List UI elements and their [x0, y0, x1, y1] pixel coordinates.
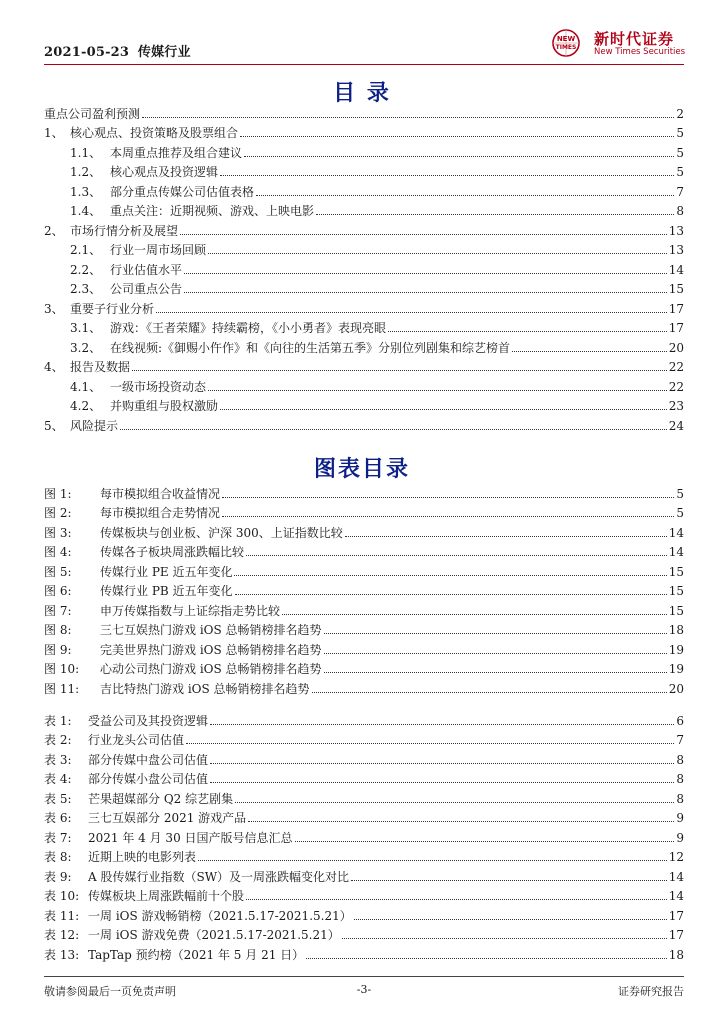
- figure-entry-page: 15: [668, 603, 684, 618]
- figure-entry[interactable]: [44, 540, 684, 560]
- figure-entry-label: 传媒各子板块周涨跌幅比较: [100, 545, 245, 559]
- table-entry-number: 表 5:: [44, 791, 72, 806]
- company-logo: [544, 28, 684, 60]
- table-entry[interactable]: [44, 708, 684, 728]
- toc-entry-number: 3、: [44, 301, 64, 316]
- dot-leader: [222, 516, 674, 517]
- figure-entry-number: 图 8:: [44, 623, 72, 637]
- table-entry-page: 8: [676, 752, 684, 767]
- figure-entry-label: 传媒板块与创业板、沪深 300、上证指数比较: [100, 525, 343, 540]
- toc-title: 目 录: [333, 81, 391, 106]
- toc-entry-label: 一级市场投资动态: [110, 379, 207, 394]
- figures-list-title: 图表目录: [313, 457, 410, 482]
- dot-leader: [388, 331, 667, 332]
- toc-entry[interactable]: [44, 296, 684, 316]
- logo-chinese-name: 新时代证券: [594, 30, 675, 48]
- table-entry[interactable]: [44, 903, 684, 923]
- toc-entry-page: 5: [676, 165, 684, 179]
- dot-leader: [316, 214, 674, 215]
- dot-leader: [306, 958, 667, 959]
- table-entry[interactable]: [44, 845, 684, 865]
- dot-leader: [208, 390, 667, 391]
- toc-entry[interactable]: [44, 238, 684, 258]
- toc-entry[interactable]: [44, 121, 684, 141]
- table-entry-number: 表 2:: [44, 733, 72, 747]
- figure-entry-page: 5: [676, 486, 684, 501]
- toc-entry-page: 5: [676, 145, 684, 160]
- table-entry-page: 18: [668, 947, 684, 962]
- figure-entry[interactable]: [44, 501, 684, 521]
- table-entry[interactable]: [44, 884, 684, 904]
- toc-entry-page: 15: [668, 282, 684, 296]
- toc-entry-page: 24: [668, 418, 684, 433]
- toc-entry-page: 5: [676, 126, 684, 140]
- toc-entry-label: 公司重点公告: [110, 282, 183, 296]
- table-entry-page: 8: [676, 791, 684, 806]
- page-number: -3-: [356, 983, 372, 996]
- toc-entry[interactable]: [44, 101, 684, 121]
- toc-entry-number: 3.1、: [70, 321, 102, 335]
- figure-entry[interactable]: [44, 618, 684, 638]
- toc-entry[interactable]: [44, 218, 684, 238]
- figure-entry[interactable]: [44, 637, 684, 657]
- dot-leader: [235, 594, 667, 595]
- toc-entry-number: 1、: [44, 126, 64, 140]
- table-entry-number: 表 9:: [44, 869, 72, 884]
- table-entry-number: 表 13:: [44, 947, 80, 962]
- disclaimer-note: 敬请参阅最后一页免责声明: [44, 985, 176, 998]
- figure-entry-page: 14: [668, 525, 684, 540]
- toc-entry-label: 部分重点传媒公司估值表格: [110, 184, 255, 199]
- figure-entry-number: 图 3:: [44, 525, 72, 540]
- table-entry-label: 受益公司及其投资逻辑: [88, 713, 209, 728]
- table-entry-label: TapTap 预约榜（2021 年 5 月 21 日）: [88, 947, 305, 962]
- figure-entry-label: 吉比特热门游戏 iOS 总畅销榜排名趋势: [100, 681, 310, 696]
- toc-entry[interactable]: [44, 355, 684, 375]
- dot-leader: [220, 409, 667, 410]
- table-entry-label: 一周 iOS 游戏畅销榜（2021.5.17-2021.5.21）: [88, 908, 352, 923]
- table-entry-page: 9: [676, 830, 684, 845]
- figure-entry[interactable]: [44, 676, 684, 696]
- toc-entry-page: 20: [668, 340, 684, 355]
- toc-entry-label: 报告及数据: [70, 360, 131, 374]
- table-entry[interactable]: [44, 747, 684, 767]
- figure-entry[interactable]: [44, 579, 684, 599]
- report-date: 2021-05-23: [44, 45, 130, 60]
- figure-entry-page: 15: [668, 564, 684, 579]
- dot-leader: [208, 253, 667, 254]
- table-of-contents: [44, 101, 684, 433]
- toc-entry-page: 2: [676, 106, 684, 121]
- toc-entry-page: 13: [668, 243, 684, 257]
- dot-leader: [244, 156, 674, 157]
- dot-leader: [156, 312, 667, 313]
- table-entry[interactable]: [44, 825, 684, 845]
- toc-entry-label: 重点关注：近期视频、游戏、上映电影: [110, 204, 315, 218]
- dot-leader: [512, 351, 667, 352]
- toc-entry-number: 3.2、: [70, 340, 102, 355]
- table-entry-number: 表 8:: [44, 850, 72, 864]
- dot-leader: [184, 273, 667, 274]
- page-footer: [44, 976, 684, 1001]
- toc-entry-label: 核心观点、投资策略及股票组合: [70, 126, 239, 140]
- dot-leader: [210, 782, 674, 783]
- dot-leader: [282, 614, 667, 615]
- figure-entry-page: 15: [668, 584, 684, 598]
- table-entry-page: 12: [668, 850, 684, 864]
- figure-entry-label: 三七互娱热门游戏 iOS 总畅销榜排名趋势: [100, 623, 322, 637]
- figure-entry-number: 图 6:: [44, 584, 72, 598]
- logo-english-name: New Times Securities: [594, 47, 686, 57]
- figure-entry[interactable]: [44, 598, 684, 618]
- toc-entry-page: 7: [676, 184, 684, 199]
- dot-leader: [220, 175, 674, 176]
- dot-leader: [234, 575, 666, 576]
- table-entry-number: 表 12:: [44, 928, 80, 942]
- toc-entry-page: 22: [668, 360, 684, 374]
- table-entry[interactable]: [44, 728, 684, 748]
- toc-entry-number: 1.3、: [70, 184, 102, 199]
- toc-entry-page: 17: [668, 321, 684, 335]
- toc-entry-number: 4.1、: [70, 379, 102, 394]
- toc-entry-label: 在线视频:《御赐小仵作》和《向往的生活第五季》分别位列剧集和综艺榜首: [110, 340, 511, 355]
- table-entry-page: 8: [676, 772, 684, 786]
- figure-entry-page: 20: [668, 681, 684, 696]
- dot-leader: [324, 672, 667, 673]
- toc-entry-label: 核心观点及投资逻辑: [110, 165, 219, 179]
- table-entry[interactable]: [44, 767, 684, 787]
- figures-list: [44, 481, 684, 696]
- dot-leader: [324, 653, 667, 654]
- toc-entry-number: 4.2、: [70, 399, 102, 413]
- figure-entry-number: 图 7:: [44, 603, 72, 618]
- toc-entry-number: 5、: [44, 418, 64, 433]
- figure-entry-page: 5: [676, 506, 684, 520]
- table-entry-label: 部分传媒小盘公司估值: [88, 772, 209, 786]
- logo-mark-icon: [544, 28, 588, 58]
- logo-mark-word-1: NEW: [556, 35, 576, 43]
- dot-leader: [295, 841, 675, 842]
- header-info: [44, 41, 191, 60]
- toc-entry[interactable]: [44, 179, 684, 199]
- dot-leader: [186, 743, 674, 744]
- figure-entry[interactable]: [44, 520, 684, 540]
- figure-entry-page: 19: [668, 642, 684, 657]
- toc-entry[interactable]: [44, 277, 684, 297]
- figure-entry[interactable]: [44, 657, 684, 677]
- figure-entry-number: 图 5:: [44, 564, 72, 579]
- dot-leader: [246, 899, 667, 900]
- table-entry-label: A 股传媒行业指数（SW）及一周涨跌幅变化对比: [88, 869, 350, 884]
- report-type: 证券研究报告: [618, 985, 684, 998]
- figure-entry-label: 传媒行业 PB 近五年变化: [100, 584, 233, 598]
- toc-entry-label: 重要子行业分析: [70, 301, 155, 316]
- toc-entry-number: 2.2、: [70, 262, 102, 277]
- toc-entry[interactable]: [44, 140, 684, 160]
- table-entry-label: 部分传媒中盘公司估值: [88, 752, 209, 767]
- table-entry-label: 2021 年 4 月 30 日国产版号信息汇总: [88, 830, 293, 845]
- toc-entry[interactable]: [44, 199, 684, 219]
- toc-entry-number: 1.2、: [70, 165, 102, 179]
- table-entry-label: 芒果超媒部分 Q2 综艺剧集: [88, 791, 234, 806]
- toc-entry-page: 17: [668, 301, 684, 316]
- dot-leader: [180, 234, 667, 235]
- figure-entry[interactable]: [44, 559, 684, 579]
- toc-entry-number: 2、: [44, 223, 64, 238]
- table-entry-number: 表 3:: [44, 752, 72, 767]
- toc-entry[interactable]: [44, 257, 684, 277]
- table-entry-page: 14: [668, 889, 684, 903]
- table-entry[interactable]: [44, 786, 684, 806]
- figure-entry-page: 18: [668, 623, 684, 637]
- table-entry-number: 表 10:: [44, 889, 80, 903]
- table-entry-number: 表 11:: [44, 908, 80, 923]
- figure-entry-number: 图 10:: [44, 662, 80, 676]
- figure-entry-label: 完美世界热门游戏 iOS 总畅销榜排名趋势: [100, 642, 322, 657]
- table-entry-number: 表 6:: [44, 811, 72, 825]
- figure-entry-label: 每市模拟组合收益情况: [100, 486, 221, 501]
- dot-leader: [240, 136, 674, 137]
- dot-leader: [120, 429, 667, 430]
- dot-leader: [210, 763, 674, 764]
- toc-entry-number: 2.3、: [70, 282, 102, 296]
- dot-leader: [345, 536, 667, 537]
- figure-entry-number: 图 9:: [44, 642, 72, 657]
- dot-leader: [248, 821, 674, 822]
- toc-entry[interactable]: [44, 394, 684, 414]
- figure-entry-page: 19: [668, 662, 684, 676]
- toc-entry-label: 游戏：《王者荣耀》持续霸榜，《小小勇者》表现亮眼: [110, 321, 387, 335]
- dot-leader: [312, 692, 667, 693]
- table-entry-page: 17: [668, 928, 684, 942]
- toc-entry-page: 14: [668, 262, 684, 277]
- page-header: [44, 30, 684, 65]
- table-entry[interactable]: [44, 923, 684, 943]
- dot-leader: [342, 938, 667, 939]
- table-entry-label: 一周 iOS 游戏免费（2021.5.17-2021.5.21）: [88, 928, 340, 942]
- toc-entry[interactable]: [44, 374, 684, 394]
- table-entry-page: 17: [668, 908, 684, 923]
- dot-leader: [256, 195, 674, 196]
- table-entry-number: 表 7:: [44, 830, 72, 845]
- figure-entry-number: 图 2:: [44, 506, 72, 520]
- toc-entry-number: 1.1、: [70, 145, 102, 160]
- toc-entry-page: 22: [668, 379, 684, 394]
- dot-leader: [222, 497, 674, 498]
- table-entry-page: 9: [676, 811, 684, 825]
- table-entry[interactable]: [44, 864, 684, 884]
- toc-entry-number: 1.4、: [70, 204, 102, 218]
- toc-entry-label: 风险提示: [70, 418, 119, 433]
- table-entry-label: 三七互娱部分 2021 游戏产品: [88, 811, 247, 825]
- tables-list: [44, 708, 684, 962]
- dot-leader: [246, 555, 667, 556]
- table-entry-page: 7: [676, 733, 684, 747]
- toc-entry-page: 23: [668, 399, 684, 413]
- toc-entry-label: 市场行情分析及展望: [70, 223, 179, 238]
- report-category: 传媒行业: [137, 45, 191, 60]
- table-entry-number: 表 4:: [44, 772, 72, 786]
- dot-leader: [354, 919, 667, 920]
- table-entry-page: 6: [676, 713, 684, 728]
- toc-entry[interactable]: [44, 160, 684, 180]
- figure-entry-label: 心动公司热门游戏 iOS 总畅销榜排名趋势: [100, 662, 322, 676]
- table-entry-label: 近期上映的电影列表: [88, 850, 197, 864]
- table-entry[interactable]: [44, 942, 684, 962]
- toc-entry[interactable]: [44, 316, 684, 336]
- dot-leader: [142, 117, 674, 118]
- figure-entry-number: 图 1:: [44, 486, 72, 501]
- table-entry-label: 传媒板块上周涨跌幅前十个股: [88, 889, 245, 903]
- toc-entry-label: 重点公司盈利预测: [44, 106, 141, 121]
- dot-leader: [184, 292, 667, 293]
- toc-entry[interactable]: [44, 335, 684, 355]
- figure-entry-number: 图 11:: [44, 681, 80, 696]
- toc-entry-label: 本周重点推荐及组合建议: [110, 145, 243, 160]
- toc-entry-label: 并购重组与股权激励: [110, 399, 219, 413]
- logo-mark-word-2: TIMES: [555, 44, 577, 51]
- figure-entry-label: 传媒行业 PE 近五年变化: [100, 564, 233, 579]
- dot-leader: [210, 724, 674, 725]
- table-entry[interactable]: [44, 806, 684, 826]
- figure-entry-page: 14: [668, 545, 684, 559]
- dot-leader: [235, 802, 674, 803]
- toc-entry-label: 行业估值水平: [110, 262, 183, 277]
- figure-entry-number: 图 4:: [44, 545, 72, 559]
- dot-leader: [351, 880, 667, 881]
- figure-entry-label: 每市模拟组合走势情况: [100, 506, 221, 520]
- toc-entry-page: 13: [668, 223, 684, 238]
- table-entry-number: 表 1:: [44, 713, 72, 728]
- dot-leader: [324, 633, 667, 634]
- toc-entry-number: 2.1、: [70, 243, 102, 257]
- dot-leader: [198, 860, 667, 861]
- toc-entry-page: 8: [676, 204, 684, 218]
- table-entry-page: 14: [668, 869, 684, 884]
- toc-entry[interactable]: [44, 413, 684, 433]
- figure-entry[interactable]: [44, 481, 684, 501]
- table-entry-label: 行业龙头公司估值: [88, 733, 185, 747]
- toc-entry-number: 4、: [44, 360, 64, 374]
- dot-leader: [132, 370, 667, 371]
- toc-entry-label: 行业一周市场回顾: [110, 243, 207, 257]
- figure-entry-label: 申万传媒指数与上证综指走势比较: [100, 603, 281, 618]
